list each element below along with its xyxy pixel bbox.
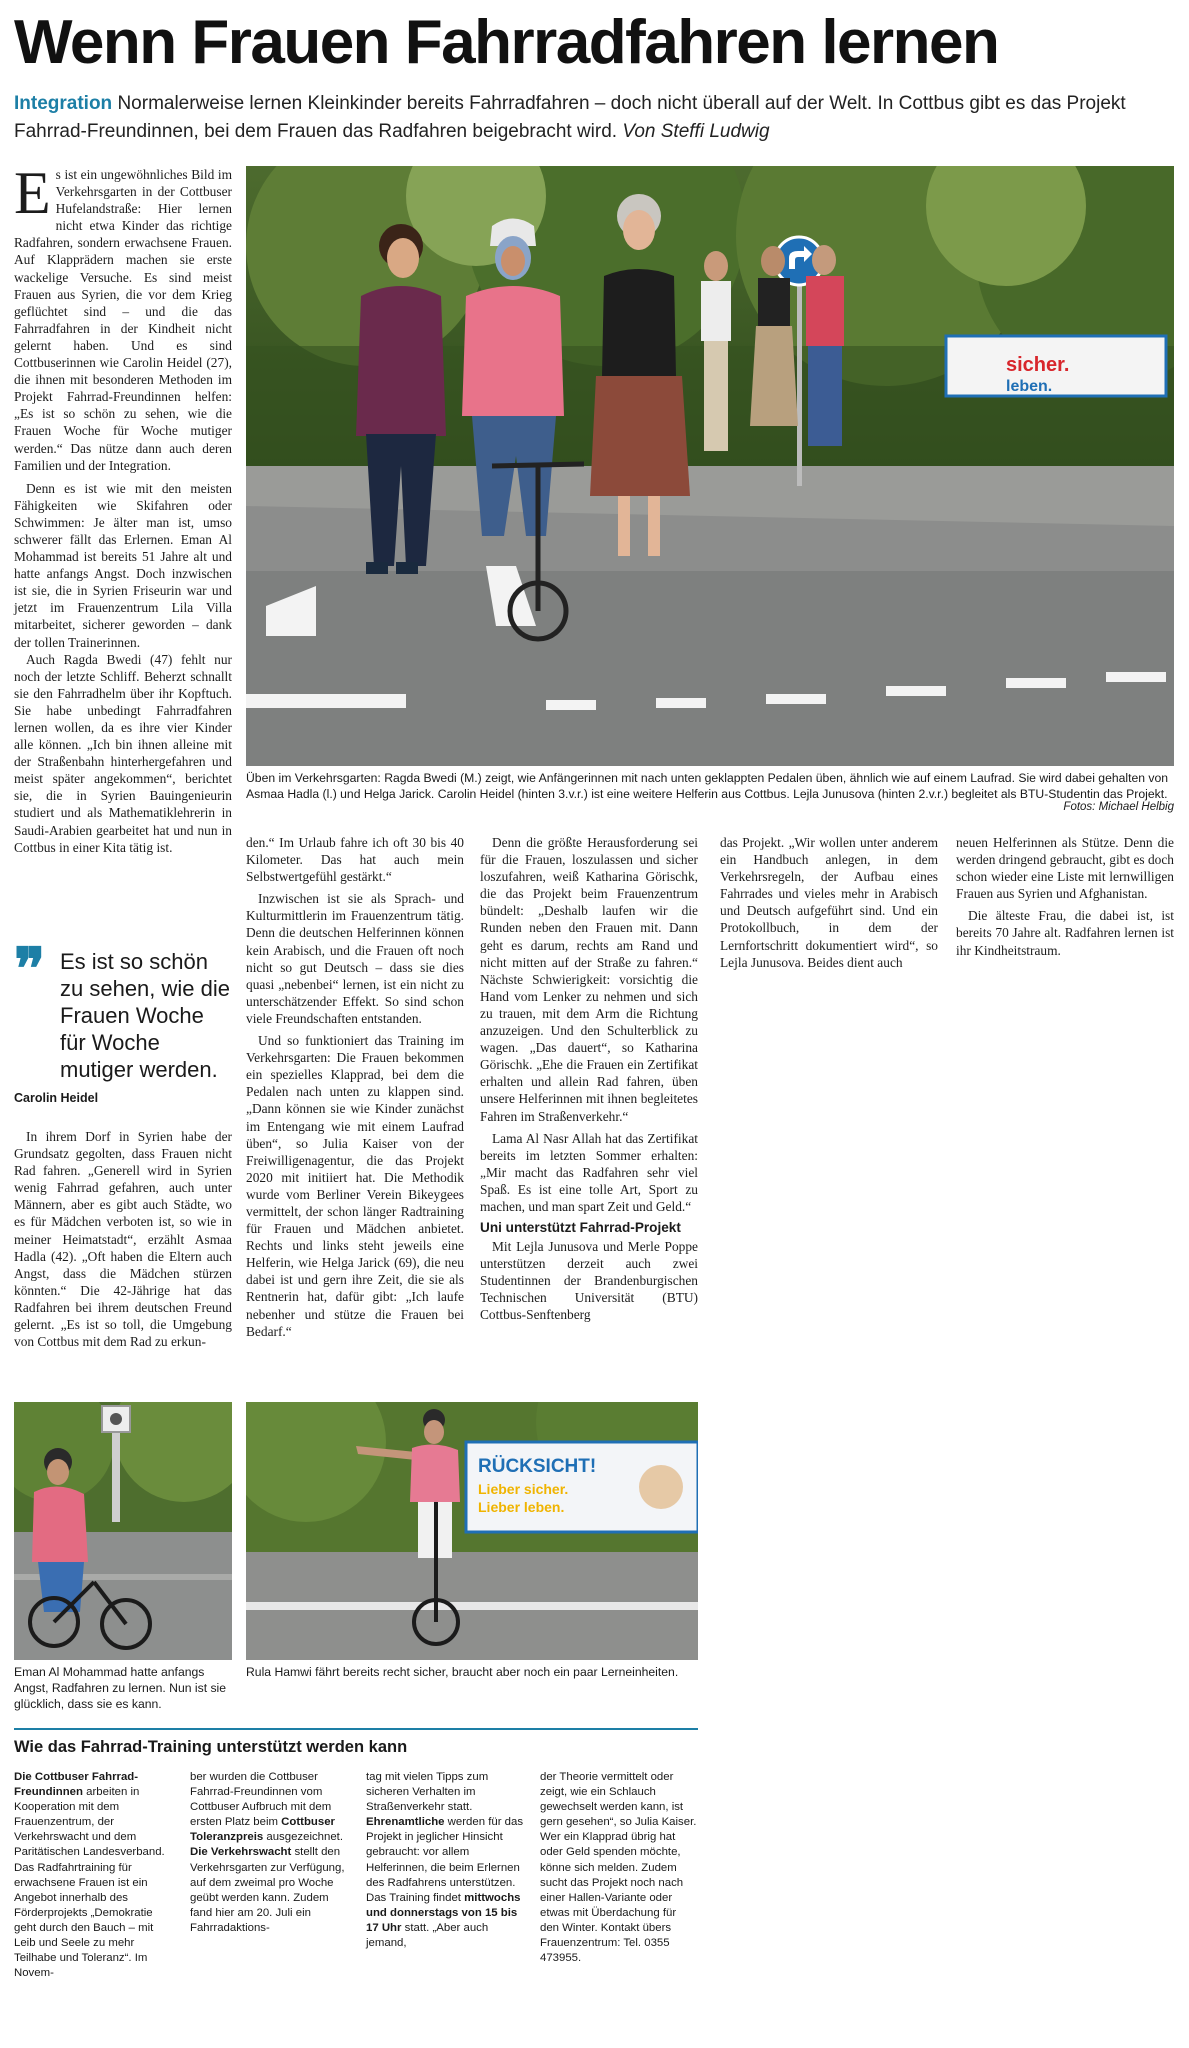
banner-line: Lieber leben. (478, 1499, 565, 1515)
infobox-text: tag mit vielen Tipps zum sicheren Verhalten im Straßenverkehr statt. (366, 1771, 489, 1814)
paragraph: neuen Helferinnen als Stütze. Denn die werden dringend gebraucht, gibt es doch schon wieder eine Liste mit lernwilligen Frauen aus Syrien und Afghanistan. (956, 835, 1174, 902)
quote-author: Carolin Heidel (14, 1091, 99, 1105)
infobox-column-4 (540, 1770, 698, 1966)
infobox-column-3 (366, 1770, 524, 1951)
paragraph: Lama Al Nasr Allah hat das Zertifikat bereits im letzten Sommer erhalten: „Mir macht das Radfahren sehr viel Spaß. Es ist eine tolle Art, Sport zu machen, und man spart Zeit und Geld.“ (480, 1130, 698, 1214)
infobox-text: stellt den Verkehrsgarten zur Verfügung, auf dem zweimal pro Woche geübt werden kann. Zudem fand hier am 20. Juli ein Fahrradaktions- (190, 1846, 345, 1934)
infobox-text: arbeiten in Kooperation mit dem Frauenzentrum, der Verkehrswacht und dem Paritätischen Landesverband. Das Radfahrtraining für erwachsene Frauen ist ein Angebot innerhalb des Förderprojekts „Demokratie geht durch den Bauch – mit Leib und Seele zu mehr Teilhabe und Toleranz“. Im Novem- (14, 1786, 165, 1980)
lead-text: Normalerweise lernen Kleinkinder bereits Fahrradfahren – doch nicht überall auf der Welt. In Cottbus gibt es das Projekt Fahrrad-Freundinnen, bei dem Frauen das Radfahren beigebracht wird. (14, 93, 1126, 142)
headline: Wenn Frauen Fahrradfahren lernen (14, 8, 999, 77)
paragraph: Denn es ist wie mit den meisten Fähigkeiten wie Skifahren oder Schwimmen: Je älter man ist, umso schwerer fällt das Erlernen. Eman Al Mohammad ist bereits 51 Jahre alt und hatte anfangs Angst. Doch inzwischen ist sie, die in Syrien Friseurin war und jetzt im Frauenzentrum Lila Villa mitarbeitet, sicherer geworden – dank der tollen Trainerinnen. (14, 480, 232, 650)
infobox-text: ausgezeichnet. (266, 1831, 344, 1844)
paragraph: den.“ Im Urlaub fahre ich oft 30 bis 40 Kilometer. Das hat auch mein Selbstwertgefühl gestärkt.“ (246, 835, 464, 885)
infobox-text: statt. „Aber auch jemand, (366, 1921, 489, 1950)
byline: Von Steffi Ludwig (622, 121, 770, 142)
banner-line: Lieber sicher. (478, 1481, 569, 1497)
caption-text: Üben im Verkehrsgarten: Ragda Bwedi (M.) zeigt, wie Anfängerinnen mit nach unten geklappten Pedalen üben, ähnlich wie auf einem Laufrad. Sie wird dabei gehalten von Asmaa Hadla (l.) und Helga Jarick. Carolin Heidel (hinten 3.v.r.) ist eine weitere Helferin aus Cottbus. Lejla Junusova (hinten 2.v.r.) begleitet als BTU-Studentin das Projekt. (246, 771, 1169, 801)
quote-icon: ❞ (14, 937, 46, 1002)
banner-title: RÜCKSICHT! (478, 1456, 597, 1477)
infobox-bold: Cottbuser Toleranzpreis (190, 1816, 335, 1844)
main-photo-caption (246, 770, 1174, 802)
article-column-1-continued (14, 1128, 232, 1350)
infobox-bold: Die Cottbuser Fahrrad-Freundinnen (14, 1771, 139, 1799)
article-column-3 (480, 834, 698, 1324)
lead-paragraph (14, 90, 1174, 146)
infobox-text: werden für das Projekt in jeglicher Hinsicht gebraucht: vor allem Helferinnen, die beim Erlernen des Radfahrens unterstützen. Das Training findet (366, 1816, 524, 1904)
paragraph: Denn die größte Herausforderung sei für die Frauen, loszulassen und sicher loszufahren, weiß Katharina Görischk, die das Projekt beim Frauenzentrum bündelt: „Deshalb laufen wir die Runden neben den Frauen mit. Dann geht es darum, rechts am Rand und nicht mitten auf der Straße zu fahren.“ Nächste Schwierigkeit: vorsichtig die Hand vom Lenker zu nehmen und sich zu trauen, mit dem Arm die Richtung anzuzeigen. Und den Schulterblick zu wagen. „Das dauert“, so Katharina Görischk. „Ehe die Frauen ein Zertifikat erhalten und allein Rad fahren, üben unsere Helferinnen mit ihnen begleitetes Fahren im Straßenverkehr.“ (480, 835, 698, 1124)
paragraph: Auch Ragda Bwedi (47) fehlt nur noch der letzte Schliff. Beherzt schnallt sie den Fahrradhelm über ihr Kopftuch. Sie habe unbedingt Fahrradfahren lernen wollen, da es ihre vier Kinder alle können. „Ich bin ihnen alleine mit der Straßenbahn hinterhergefahren und meist später angekommen“, berichtet sie, die in Syrien Bauingenieurin studiert und als Mathematiklehrerin in Saudi-Arabien gearbeitet hat und nun in Cottbus in einer Kita tätig ist. (14, 651, 232, 855)
infobox-column-2 (190, 1770, 348, 1936)
quote-text: Es ist so schön zu sehen, wie die Frauen Woche für Woche mutiger werden. (60, 949, 230, 1082)
photo-rula (246, 1402, 698, 1660)
drop-cap: E (14, 160, 51, 226)
infobox-text: ber wurden die Cottbuser Fahrrad-Freundinnen vom Cottbuser Aufbruch mit dem ersten Platz beim (190, 1771, 332, 1829)
banner-text: leben. (1006, 378, 1053, 395)
photo-eman-caption: Eman Al Mohammad hatte anfangs Angst, Radfahren zu lernen. Nun ist sie glücklich, dass sie es kann. (14, 1665, 227, 1711)
photo-eman (14, 1402, 232, 1660)
infobox-rule (14, 1728, 698, 1730)
paragraph: s ist ein ungewöhnliches Bild im Verkehrsgarten in der Cottbuser Hufelandstraße: Hier lernen nicht etwa Kinder das richtige Radfahren, sondern erwachsene Frauen. Auf Klapprädern machen sie erste wackelige Versuche. Es sind meist Frauen aus Syrien, die vor dem Krieg geflüchtet sind – und die das Fahrradfahren in der Kindheit nicht gelernt haben. Und es sind Cottbuserinnen wie Carolin Heidel (27), die ihnen mit besonderen Methoden im Projekt Fahrrad-Freundinnen helfen: „Es ist so schön zu sehen, wie die Frauen Woche für Woche mutiger werden.“ Das nütze dann auch deren Familien und der Integration. (14, 167, 232, 473)
paragraph: Inzwischen ist sie als Sprach- und Kulturmittlerin im Frauenzentrum tätig. Denn die deutschen Helferinnen können kein Arabisch, und die Frauen oft noch nicht so gut Deutsch – dass sie dies quasi „nebenbei“ lernen, ist ein nicht zu unterschätzender Effekt. So sind schon viele Freundschaften entstanden. (246, 891, 464, 1026)
article-column-1 (14, 160, 232, 856)
infobox-bold: Die Verkehrswacht (190, 1846, 292, 1859)
article-column-5 (956, 834, 1174, 959)
article-column-2 (246, 834, 464, 1340)
kicker: Integration (14, 93, 113, 114)
paragraph: Mit Lejla Junusova und Merle Poppe unterstützen derzeit auch zwei Studentinnen der Brandenburgischen Technischen Universität (BTU) Cottbus-Senftenberg (480, 1239, 698, 1323)
banner-text: sicher. (1006, 354, 1070, 376)
infobox-text: der Theorie vermittelt oder zeigt, wie ein Schlauch gewechselt werden kann, ist gern gesehen“, so Julia Kaiser. Wer ein Klapprad übrig hat oder Geld spenden möchte, könne sich melden. Zudem sucht das Projekt noch nach einer Hallen-Variante oder etwas mit Überdachung für den Winter. Kontakt übers Frauenzentrum: Tel. 0355 473955. (540, 1771, 697, 1965)
main-photo (246, 166, 1174, 766)
photo-rula-caption: Rula Hamwi fährt bereits recht sicher, braucht aber noch ein paar Lerneinheiten. (246, 1665, 679, 1679)
subheading: Uni unterstützt Fahrrad-Projekt (480, 1220, 681, 1236)
infobox-bold: Ehrenamtliche (366, 1816, 445, 1829)
paragraph: das Projekt. „Wir wollen unter anderem ein Handbuch anlegen, in dem Verkehrsregeln, der Aufbau eines Fahrrades und vieles mehr in Arabisch und Deutsch aufgeführt sind. Und ein Protokollbuch, in dem der Lernfortschritt dokumentiert wird“, so Lejla Junusova. Beides dient auch (720, 835, 938, 970)
paragraph: Und so funktioniert das Training im Verkehrsgarten: Die Frauen bekommen ein spezielles Klapprad, bei dem die Pedalen nach unten zu klappen sind. „Dann können sie wie Kinder zunächst im Entengang wie mit einem Laufrad üben“, so Julia Kaiser von der Freiwilligenagentur, die das Projekt 2020 mit initiiert hat. Die Methodik wurde vom Berliner Verein Bikeygees vermittelt, der schon länger Radtraining für Frauen und Mädchen anbietet. Rechts und links steht jeweils eine Helferin, wie Helga Jarick (69), die neu dabei ist und gern ihre Zeit, die sie als Rentnerin hat, dafür gibt: „Ich laufe nebenher und stütze die Frauen bei Bedarf.“ (246, 1033, 464, 1339)
pull-quote (14, 937, 232, 1105)
photo-credit: Fotos: Michael Helbig (1063, 801, 1174, 813)
infobox-bold: mittwochs und donnerstags von 15 bis 17 Uhr (366, 1891, 521, 1934)
article-column-4 (720, 834, 938, 971)
infobox-column-1 (14, 1770, 172, 1981)
paragraph: Die älteste Frau, die dabei ist, ist bereits 70 Jahre alt. Radfahren lernen ist ihr Kindheitstraum. (956, 908, 1174, 958)
infobox-title: Wie das Fahrrad-Training unterstützt werden kann (14, 1738, 408, 1756)
paragraph: In ihrem Dorf in Syrien habe der Grundsatz gegolten, dass Frauen nicht Rad fahren. „Generell wird in Syrien wenig Fahrrad gefahren, auch unter Männern, aber es gibt auch Städte, wo es für Mädchen verboten ist, so wie in meiner Heimatstadt“, erzählt Asmaa Hadla (42). „Oft haben die Eltern auch Angst, dass die Mädchen stürzen könnten.“ Die 42-Jährige hat das Radfahren bei ihrem deutschen Freund gelernt. „Es ist so toll, die Umgebung von Cottbus mit dem Rad zu erkun- (14, 1129, 232, 1350)
